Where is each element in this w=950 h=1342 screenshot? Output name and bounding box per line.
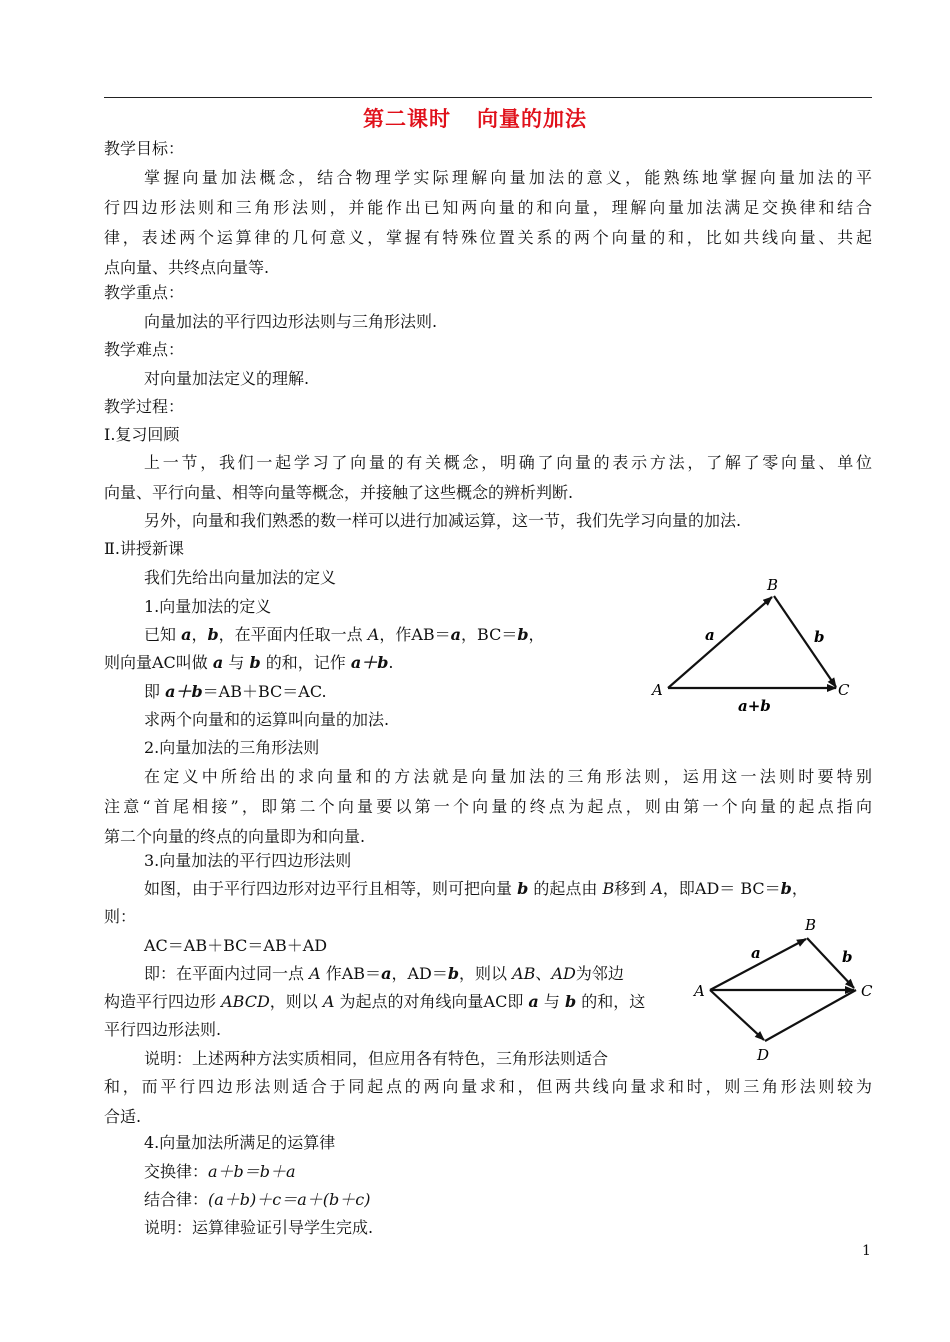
label-vector-a: a — [751, 944, 761, 962]
page-title — [0, 103, 950, 135]
new-lesson-intro: 我们先给出向量加法的定义 — [144, 568, 337, 587]
associative-law: 结合律：(a＋b)＋c＝a＋(b＋c) — [144, 1190, 371, 1209]
parallelogram-line-4: 即：在平面内过同一点 A 作AB＝a，AD＝b，则以 AB、AD为邻边 — [144, 964, 624, 983]
review-line: 向量、平行向量、相等向量等概念，并接触了这些概念的辨析判断. — [104, 483, 574, 502]
review-line: 上一节，我们一起学习了向量的有关概念，明确了向量的表示方法，了解了零向量、单位 — [144, 453, 872, 472]
definition-line-3: 即 a＋b＝AB＋BC＝AC. — [144, 682, 327, 701]
parallelogram-line-5: 构造平行四边形 ABCD，则以 A 为起点的对角线向量AC即 a 与 b 的和，这 — [104, 992, 646, 1011]
review-paragraph — [104, 448, 872, 508]
difficulty-text: 对向量加法定义的理解. — [144, 369, 310, 388]
note-paragraph — [104, 1072, 872, 1132]
vector-bc — [774, 596, 836, 687]
header-rule — [104, 97, 872, 98]
triangle-rule-line: 第二个向量的终点的向量即为和向量. — [104, 827, 366, 846]
label-vector-a: a — [705, 626, 715, 644]
goals-paragraph — [104, 163, 872, 283]
title-topic: 向量的加法 — [477, 107, 587, 131]
process-heading: 教学过程： — [104, 397, 185, 416]
key-point-heading: 教学重点： — [104, 283, 185, 302]
goals-line: 律，表述两个运算律的几何意义，掌握有特殊位置关系的两个向量的和，比如共线向量、共起 — [104, 228, 872, 247]
label-vector-b: b — [814, 628, 825, 646]
label-point-c: C — [838, 681, 850, 699]
note-line-1: 说明：上述两种方法实质相同，但应用各有特色，三角形法则适合 — [144, 1049, 609, 1068]
title-lesson: 第二课时 — [363, 107, 451, 131]
vector-ad — [710, 990, 764, 1040]
triangle-rule-figure — [640, 570, 870, 720]
page-number: 1 — [862, 1243, 871, 1259]
definition-line-4: 求两个向量和的运算叫向量的加法. — [144, 710, 390, 729]
label-vector-b: b — [842, 948, 853, 966]
triangle-rule-line: 在定义中所给出的求向量和的方法就是向量加法的三角形法则，运用这一法则时要特别 — [144, 767, 872, 786]
section-2-heading: 2.向量加法的三角形法则 — [144, 738, 320, 757]
label-point-a: A — [652, 681, 663, 699]
parallelogram-rule-figure — [688, 912, 883, 1072]
parallelogram-line-2: 则： — [104, 907, 137, 926]
label-point-a: A — [694, 982, 705, 1000]
parallelogram-line-1: 如图，由于平行四边形对边平行且相等，则可把向量 b 的起点由 B移到 A，即AD＝ BC＝b， — [144, 879, 808, 898]
section-3-heading: 3.向量加法的平行四边形法则 — [144, 851, 352, 870]
parallelogram-equation: AC＝AB＋BC＝AB＋AD — [144, 936, 328, 955]
vector-ab — [668, 597, 772, 688]
triangle-rule-line: 注意“首尾相接”，即第二个向量要以第一个向量的终点为起点，则由第一个向量的起点指向 — [104, 797, 872, 816]
definition-line-2: 则向量AC叫做 a 与 b 的和，记作 a＋b. — [104, 653, 394, 672]
laws-note: 说明：运算律验证引导学生完成. — [144, 1218, 374, 1237]
difficulty-heading: 教学难点： — [104, 340, 185, 359]
goals-heading: 教学目标： — [104, 139, 185, 158]
review-paragraph-2: 另外，向量和我们熟悉的数一样可以进行加减运算，这一节，我们先学习向量的加法. — [144, 511, 742, 530]
goals-line: 行四边形法则和三角形法则，并能作出已知两向量的和向量，理解向量加法满足交换律和结合 — [104, 198, 872, 217]
note-line: 和，而平行四边形法则适合于同起点的两向量求和，但两共线向量求和时，则三角形法则较为 — [104, 1077, 872, 1096]
commutative-law: 交换律：a＋b＝b＋a — [144, 1162, 296, 1181]
note-line: 合适. — [104, 1107, 142, 1126]
section-1-heading: 1.向量加法的定义 — [144, 597, 272, 616]
new-lesson-heading: Ⅱ.讲授新课 — [104, 539, 184, 558]
label-point-b: B — [805, 916, 817, 934]
label-point-b: B — [767, 576, 779, 594]
label-vector-sum: a+b — [738, 697, 771, 715]
triangle-rule-paragraph — [104, 762, 872, 852]
parallelogram-line-6: 平行四边形法则. — [104, 1020, 222, 1039]
review-heading: Ⅰ.复习回顾 — [104, 425, 180, 444]
definition-line-1: 已知 a，b，在平面内任取一点 A，作AB＝a，BC＝b， — [144, 625, 545, 644]
section-4-heading: 4.向量加法所满足的运算律 — [144, 1133, 336, 1152]
label-point-c: C — [861, 982, 873, 1000]
segment-dc — [765, 990, 856, 1041]
key-point-text: 向量加法的平行四边形法则与三角形法则. — [144, 312, 438, 331]
goals-line: 掌握向量加法概念，结合物理学实际理解向量加法的意义，能熟练地掌握向量加法的平 — [144, 168, 872, 187]
goals-line: 点向量、共终点向量等. — [104, 258, 270, 277]
label-point-d: D — [757, 1046, 770, 1064]
